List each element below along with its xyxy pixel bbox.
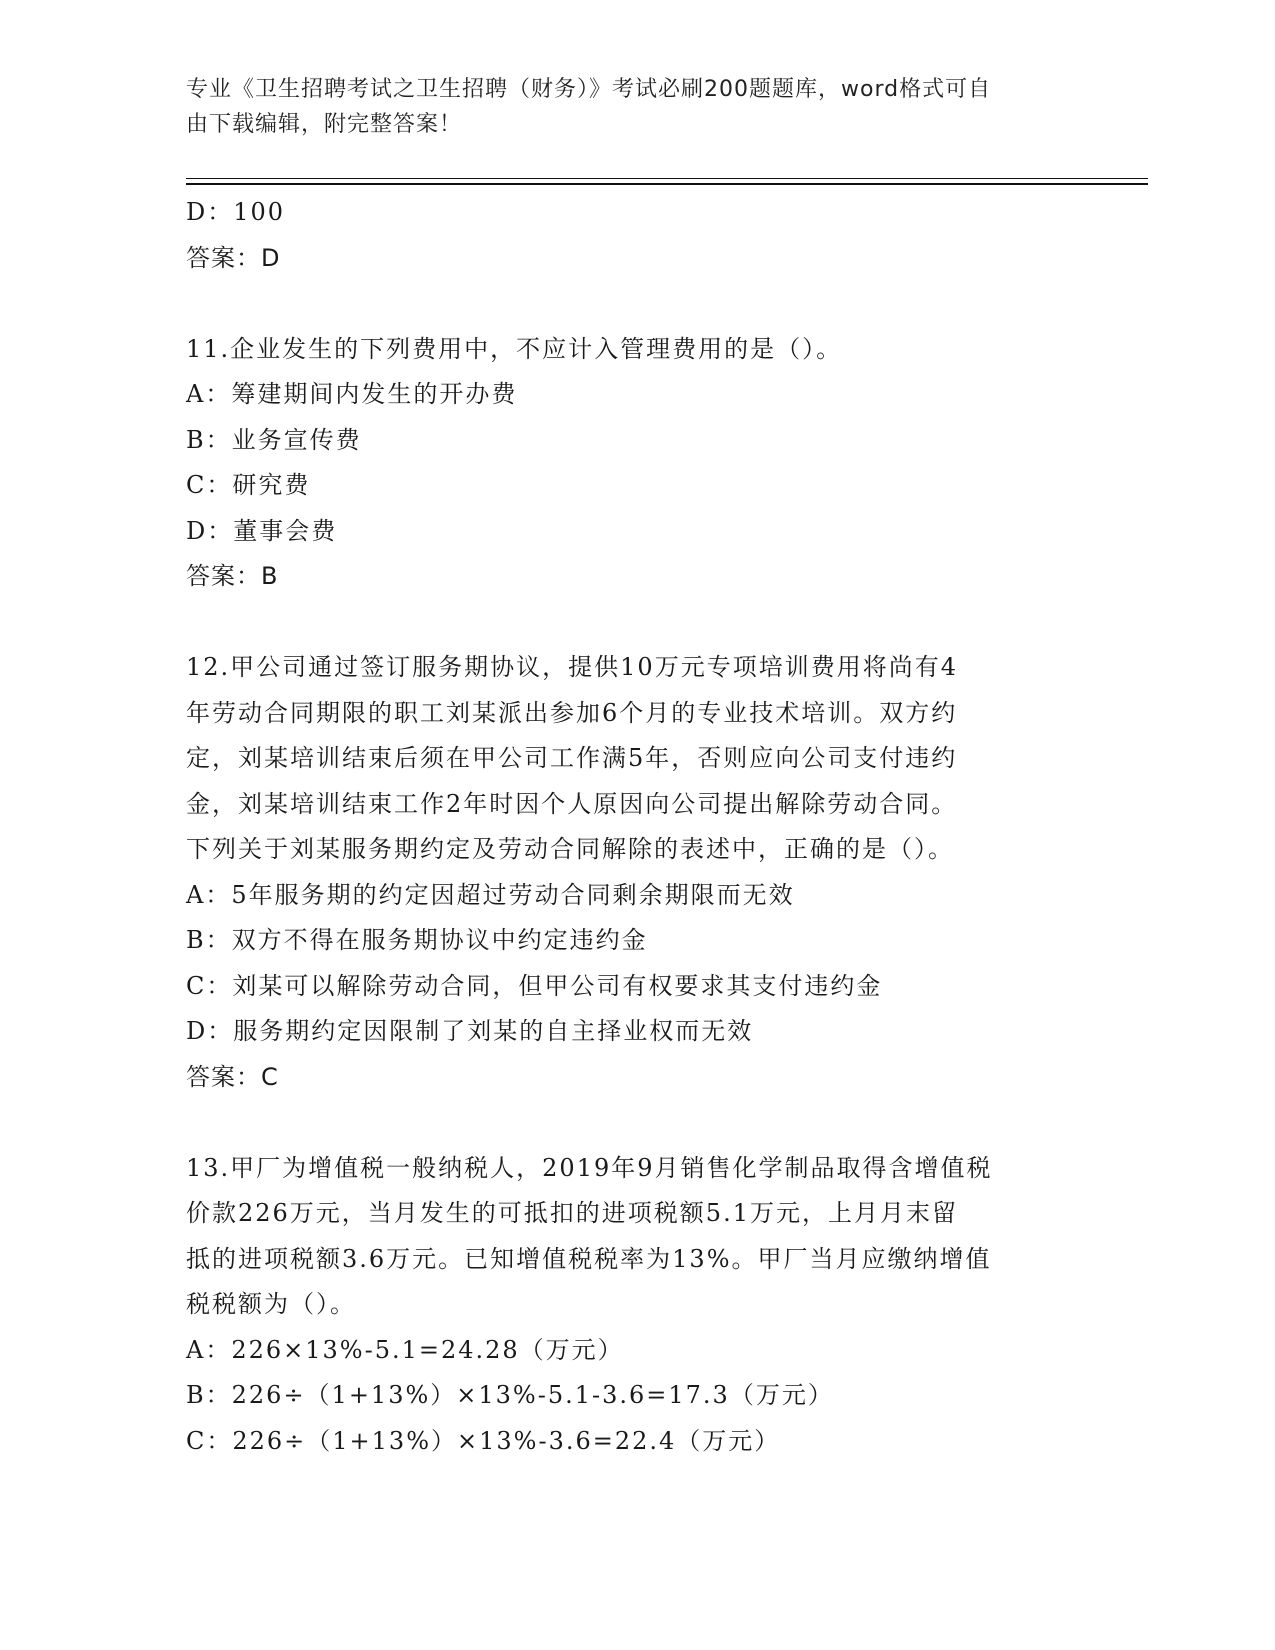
option-d: D：服务期约定因限制了刘某的自主择业权而无效 (186, 1017, 754, 1045)
question-stem-line: 年劳动合同期限的职工刘某派出参加6个月的专业技术培训。双方约 (186, 698, 958, 727)
option-a: A：226×13%-5.1=24.28（万元） (186, 1335, 624, 1364)
question-content (186, 190, 1086, 1464)
option-a: A：5年服务期的约定因超过劳动合同剩余期限而无效 (186, 880, 795, 909)
option-c: C：研究费 (186, 471, 311, 499)
option-d: D：董事会费 (186, 516, 338, 545)
spacer (186, 1100, 1086, 1146)
option-b: B：双方不得在服务期协议中约定违约金 (186, 926, 648, 954)
option-c: C：刘某可以解除劳动合同，但甲公司有权要求其支付违约金 (186, 971, 883, 1000)
question-stem-line: 金，刘某培训结束工作2年时因个人原因向公司提出解除劳动合同。 (186, 789, 958, 818)
question-13 (186, 1146, 1086, 1465)
question-stem-line: 下列关于刘某服务期约定及劳动合同解除的表述中，正确的是（）。 (186, 835, 954, 863)
previous-question-tail (186, 190, 1086, 281)
question-12 (186, 645, 1086, 1100)
question-stem-line: 12.甲公司通过签订服务期协议，提供10万元专项培训费用将尚有4 (186, 653, 958, 681)
option-a: A：筹建期间内发生的开办费 (186, 380, 518, 408)
question-stem-line: 税税额为（）。 (186, 1290, 356, 1318)
option-b: B：业务宣传费 (186, 425, 362, 454)
spacer (186, 600, 1086, 646)
answer-line: 答案：D (186, 243, 281, 272)
question-stem-line: 13.甲厂为增值税一般纳税人，2019年9月销售化学制品取得含增值税 (186, 1153, 993, 1182)
document-header (186, 72, 1066, 142)
question-stem: 11.企业发生的下列费用中，不应计入管理费用的是（）。 (186, 334, 843, 363)
header-line-1: 专业《卫生招聘考试之卫生招聘（财务）》考试必刷200题题库，word格式可自 (186, 77, 992, 102)
question-stem-line: 定，刘某培训结束后须在甲公司工作满5年，否则应向公司支付违约 (186, 744, 958, 772)
answer-line: 答案：B (186, 562, 279, 590)
header-divider-thick (186, 183, 1148, 185)
question-stem-line: 价款226万元，当月发生的可抵扣的进项税额5.1万元，上月月末留 (186, 1199, 958, 1227)
option-b: B：226÷（1+13%）×13%-5.1-3.6=17.3（万元） (186, 1381, 834, 1409)
header-line-2: 由下载编辑，附完整答案！ (186, 112, 463, 137)
question-stem-line: 抵的进项税额3.6万元。已知增值税税率为13%。甲厂当月应缴纳增值 (186, 1244, 992, 1273)
header-divider-thin (186, 178, 1148, 179)
option-d: D：100 (186, 198, 286, 226)
question-11 (186, 327, 1086, 600)
option-c: C：226÷（1+13%）×13%-3.6=22.4（万元） (186, 1426, 781, 1455)
spacer (186, 281, 1086, 327)
answer-line: 答案：C (186, 1062, 279, 1091)
